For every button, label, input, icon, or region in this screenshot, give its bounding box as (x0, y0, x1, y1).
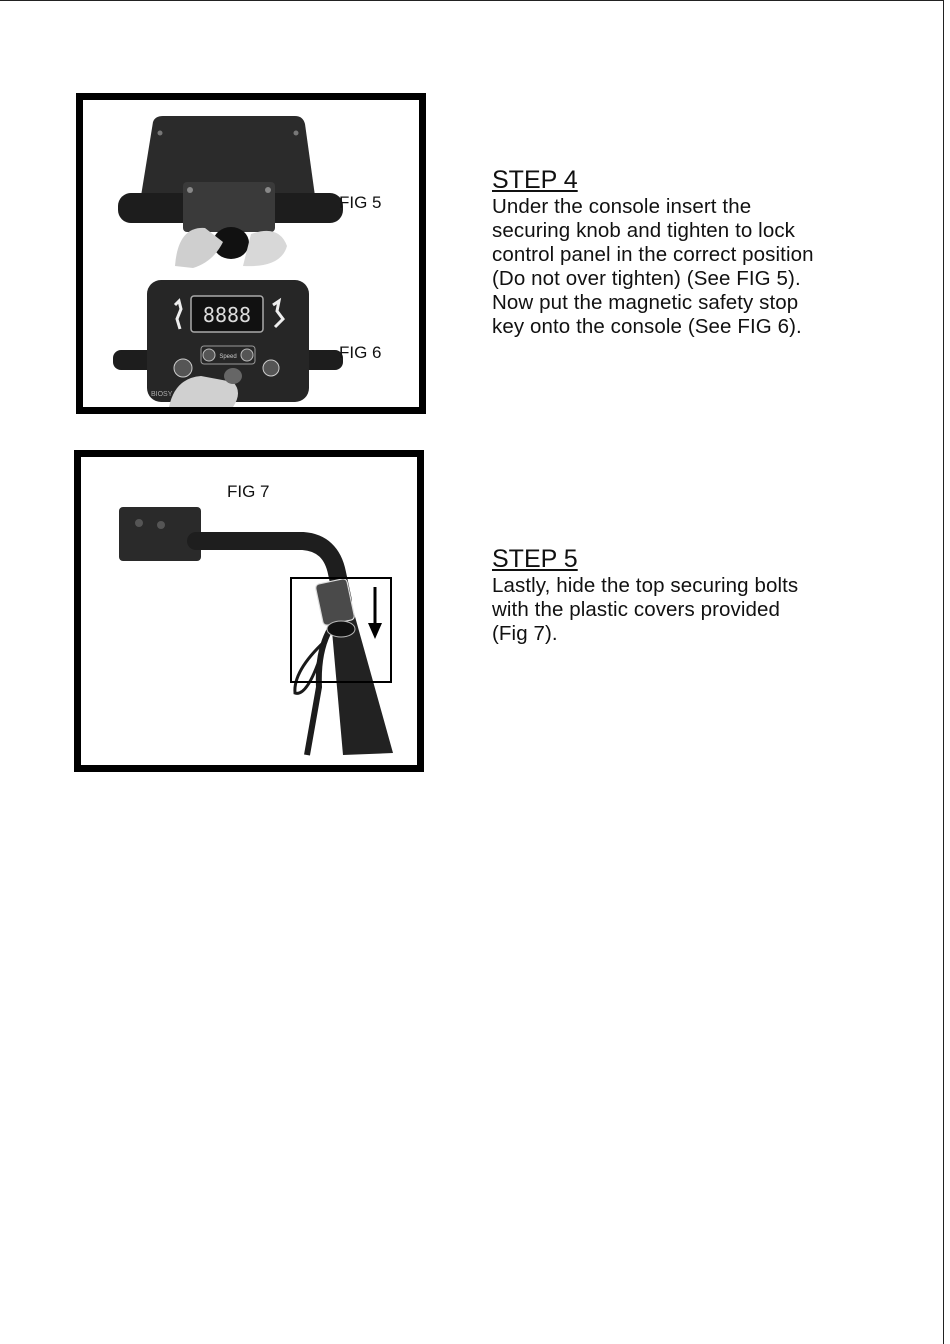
step4-line-4: (Do not over tighten) (See FIG 5). (492, 267, 801, 290)
step5-line-2: with the plastic covers provided (492, 598, 781, 621)
step5-block (492, 546, 882, 646)
fig7-photo (81, 457, 417, 765)
fig6-label: FIG 6 (339, 343, 382, 362)
step4-block (492, 167, 882, 339)
figure-5-6-frame (76, 93, 426, 414)
safety-key (224, 368, 242, 384)
step4-line-3: control panel in the correct position (492, 243, 814, 266)
step4-line-6: key onto the console (See FIG 6). (492, 315, 802, 338)
step4-line-2: securing knob and tighten to lock (492, 219, 796, 242)
securing-bolt (327, 621, 355, 637)
console-brand: BIOSY (151, 391, 173, 398)
step5-title: STEP 5 (492, 545, 578, 573)
hand-left (175, 228, 223, 268)
figure-7-frame (74, 450, 424, 772)
console-display-digits: 8888 (202, 303, 252, 327)
step5-line-3: (Fig 7). (492, 622, 558, 645)
mount-bracket (183, 182, 275, 232)
step4-title: STEP 4 (492, 166, 578, 194)
fig7-label: FIG 7 (227, 482, 270, 501)
speed-label: Speed (219, 354, 237, 360)
step4-line-1: Under the console insert the (492, 195, 752, 218)
side-strut (307, 619, 337, 755)
fig5-label: FIG 5 (339, 193, 382, 212)
hand-right (243, 231, 287, 266)
plastic-cover (315, 578, 355, 626)
console-corner (119, 507, 201, 561)
step5-line-1: Lastly, hide the top securing bolts (492, 574, 799, 597)
power-button-graphic (174, 359, 192, 377)
down-arrow-icon (368, 623, 382, 639)
step4-line-5: Now put the magnetic safety stop (492, 291, 799, 314)
